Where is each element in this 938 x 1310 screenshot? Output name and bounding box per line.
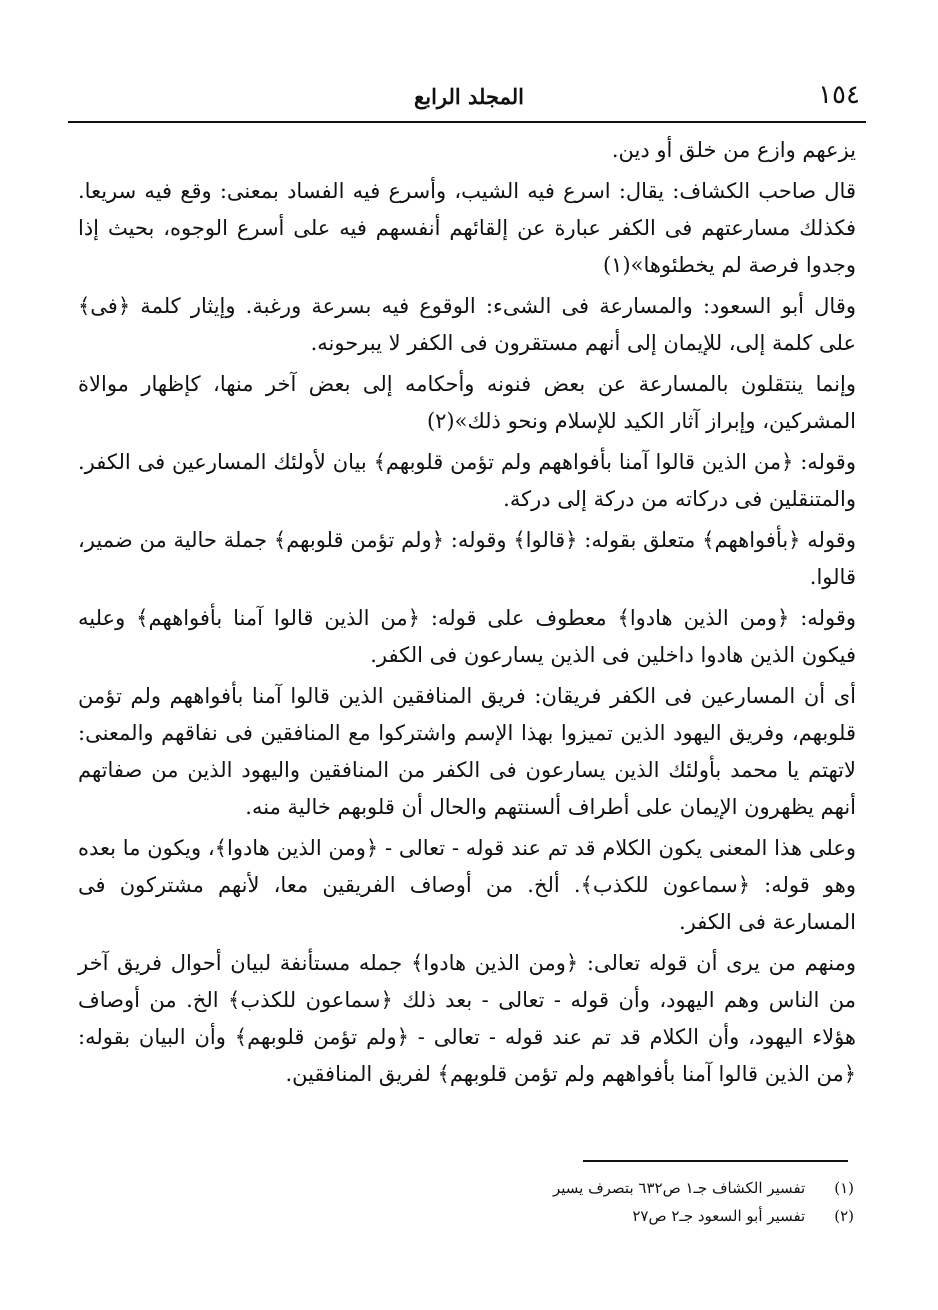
footnote bbox=[80, 1174, 854, 1202]
page-number: ١٥٤ bbox=[818, 80, 860, 110]
header-rule bbox=[68, 121, 866, 123]
body-text bbox=[78, 132, 856, 1097]
paragraph: قال صاحب الكشاف: يقال: اسرع فيه الشيب، وأسرع فيه الفساد بمعنى: وقع فيه سريعا. فكذلك مسارعتهم فى الكفر عبارة عن إلقائهم أنفسهم فيه على أسرع الوجوه، بحيث إذا وجدوا فرصة لم يخطئوها»(١) bbox=[78, 179, 856, 277]
footnote-rule bbox=[583, 1160, 848, 1162]
footnote bbox=[80, 1202, 854, 1230]
paragraph: وقوله ﴿بأفواههم﴾ متعلق بقوله: ﴿قالوا﴾ وقوله: ﴿ولم تؤمن قلوبهم﴾ جملة حالية من ضمير، قالوا. bbox=[78, 528, 856, 589]
paragraph: أى أن المسارعين فى الكفر فريقان: فريق المنافقين الذين قالوا آمنا بأفواههم ولم تؤمن قلوبهم، وفريق اليهود الذين تميزوا بهذا الإسم واشتركوا مع المنافقين فى نفاقهم والمعنى: لاتهتم يا محمد بأولئك الذين يسارعون فى الكفر من المنافقين واليهود الذين من صفاتهم أنهم يظهرون الإيمان على أطراف ألسنتهم والحال أن قلوبهم خالية منه. bbox=[78, 684, 856, 819]
paragraph: وقوله: ﴿من الذين قالوا آمنا بأفواههم ولم تؤمن قلوبهم﴾ بيان لأولئك المسارعين فى الكفر. والمتنقلين فى دركاته من دركة إلى دركة. bbox=[78, 450, 856, 511]
page-header bbox=[70, 80, 868, 120]
paragraph: ومنهم من يرى أن قوله تعالى: ﴿ومن الذين هادوا﴾ جمله مستأنفة لبيان أحوال فريق آخر من الناس وهم اليهود، وأن قوله - تعالى - بعد ذلك ﴿سماعون للكذب﴾ الخ. من أوصاف هؤلاء اليهود، وأن الكلام قد تم عند قوله - تعالى - ﴿ولم تؤمن قلوبهم﴾ وأن البيان بقوله: ﴿من الذين قالوا آمنا بأفواههم ولم تؤمن قلوبهم﴾ لفريق المنافقين. bbox=[78, 951, 856, 1086]
paragraph: وقوله: ﴿ومن الذين هادوا﴾ معطوف على قوله: ﴿من الذين قالوا آمنا بأفواههم﴾ وعليه فيكون الذين هادوا داخلين فى الذين يسارعون فى الكفر. bbox=[78, 606, 856, 667]
footnote-text: تفسير الكشاف جـ١ ص٦٣٢ بتصرف يسير bbox=[552, 1179, 806, 1197]
paragraph: وقال أبو السعود: والمسارعة فى الشىء: الوقوع فيه بسرعة ورغبة. وإيثار كلمة ﴿فى﴾ على كلمة إلى، للإيمان إلى أنهم مستقرون فى الكفر لا يبرحونه. bbox=[78, 294, 856, 355]
footnote-number: (١) bbox=[834, 1179, 854, 1197]
running-title: المجلد الرابع bbox=[414, 84, 524, 109]
footnotes bbox=[80, 1174, 854, 1230]
paragraph: وعلى هذا المعنى يكون الكلام قد تم عند قوله - تعالى - ﴿ومن الذين هادوا﴾، ويكون ما بعده وهو قوله: ﴿سماعون للكذب﴾. ألخ. من أوصاف الفريقين معا، لأنهم مشتركون فى المسارعة فى الكفر. bbox=[78, 836, 856, 934]
footnote-text: تفسير أبو السعود جـ٢ ص٢٧ bbox=[632, 1207, 806, 1225]
paragraph: يزعهم وازع من خلق أو دين. bbox=[611, 138, 856, 162]
footnote-number: (٢) bbox=[834, 1207, 854, 1225]
paragraph: وإنما ينتقلون بالمسارعة عن بعض فنونه وأحكامه إلى بعض آخر منها، كإظهار موالاة المشركين، وإبراز آثار الكيد للإسلام ونحو ذلك»(٢) bbox=[78, 372, 856, 433]
